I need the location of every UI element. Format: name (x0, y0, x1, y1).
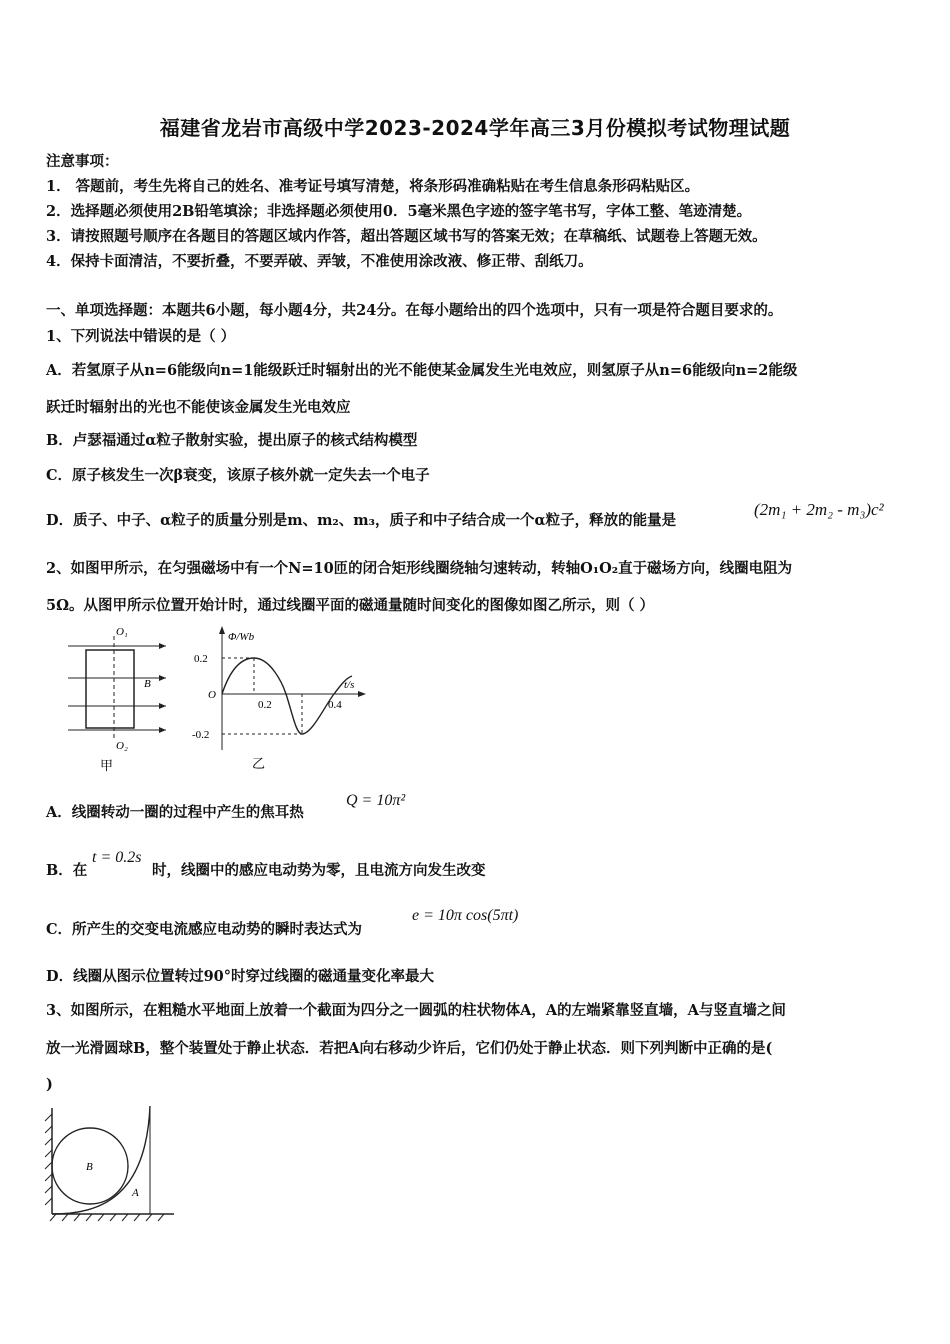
label-o1: O₁ (116, 626, 128, 638)
q3-figure (42, 1104, 176, 1222)
y-tick-bottom: -0.2 (192, 729, 210, 741)
q2-option-c: C．所产生的交变电流感应电动势的瞬时表达式为 (46, 921, 363, 938)
notice-item: 4．保持卡面清洁，不要折叠，不要弄破、弄皱，不准使用涂改液、修正带、刮纸刀。 (46, 253, 593, 270)
label-block-a: A (132, 1187, 139, 1199)
x-axis-label: t/s (344, 679, 355, 691)
q1-option-c: C．原子核发生一次β衰变，该原子核外就一定失去一个电子 (46, 467, 430, 484)
q3-stem-line2: 放一光滑圆球B，整个装置处于静止状态．若把A向右移动少许后，它们仍处于静止状态．则下列判断中正确的是( (46, 1040, 773, 1057)
q3-stem-line3: ) (46, 1076, 53, 1093)
figure-caption-jia: 甲 (100, 759, 114, 774)
q1-option-a: A．若氢原子从n=6能级向n=1能级跃迁时辐射出的光不能使某金属发生光电效应，则氢原子从n=6能级向n=2能级 (46, 362, 798, 379)
figure-caption-yi: 乙 (252, 757, 266, 772)
q2-b-formula: t = 0.2s (92, 849, 142, 866)
q2-c-formula: e = 10π cos(5πt) (412, 907, 519, 924)
q2-option-d: D．线圈从图示位置转过90°时穿过线圈的磁通量变化率最大 (46, 968, 435, 985)
notice-heading: 注意事项： (46, 153, 119, 170)
q2-stem-line2: 5Ω。从图甲所示位置开始计时，通过线圈平面的磁通量随时间变化的图像如图乙所示，则（ ） (46, 597, 655, 614)
origin-label: O (208, 689, 216, 701)
q2-option-b-text: 时，线圈中的感应电动势为零，且电流方向发生改变 (152, 862, 486, 879)
flux-curve (222, 658, 355, 734)
q1-option-b: B．卢瑟福通过α粒子散射实验，提出原子的核式结构模型 (46, 432, 418, 449)
notice-item: 1． 答题前，考生先将自己的姓名、准考证号填写清楚，将条形码准确粘贴在考生信息条形码粘贴区。 (46, 178, 700, 195)
page-title: 福建省龙岩市高级中学2023-2024学年高三3月份模拟考试物理试题 (159, 116, 791, 140)
q1-stem: 1、下列说法中错误的是（ ） (46, 328, 236, 345)
notice-item: 2．选择题必须使用2B铅笔填涂；非选择题必须使用0．5毫米黑色字迹的签字笔书写，字体工整、笔迹清楚。 (46, 203, 752, 220)
q1-d-formula: (2m₁ + 2m₂ - m₃)c² (754, 500, 884, 519)
label-ball-b: B (86, 1161, 93, 1173)
q2-stem-line1: 2、如图甲所示，在匀强磁场中有一个N=10匝的闭合矩形线圈绕轴匀速转动，转轴O₁O₂直于磁场方向，线圈电阻为 (46, 560, 793, 577)
q2-figure-jia (62, 620, 172, 780)
q2-a-formula: Q = 10π² (346, 792, 406, 809)
label-o2: O₂ (116, 740, 128, 752)
x-tick-mid: 0.2 (258, 699, 272, 711)
q2-option-a: A．线圈转动一圈的过程中产生的焦耳热 (46, 804, 304, 821)
notice-item: 3．请按照题号顺序在各题目的答题区域内作答，超出答题区域书写的答案无效；在草稿纸、试题卷上答题无效。 (46, 228, 767, 245)
section-heading: 一、单项选择题：本题共6小题，每小题4分，共24分。在每小题给出的四个选项中，只有一项是符合题目要求的。 (46, 302, 783, 319)
q3-stem-line1: 3、如图所示，在粗糙水平地面上放着一个截面为四分之一圆弧的柱状物体A，A的左端紧靠竖直墙，A与竖直墙之间 (46, 1002, 786, 1019)
label-b: B (144, 678, 151, 690)
q2-figure-yi (192, 624, 372, 774)
y-axis-label: Φ/Wb (228, 631, 255, 643)
x-tick-end: 0.4 (328, 699, 342, 711)
q1-option-d: D．质子、中子、α粒子的质量分别是m、m₂、m₃，质子和中子结合成一个α粒子，释放的能量是 (46, 512, 677, 529)
q2-option-b-prefix: B．在 (46, 862, 88, 879)
y-tick-top: 0.2 (194, 653, 208, 665)
q1-option-a-cont: 跃迁时辐射出的光也不能使该金属发生光电效应 (46, 399, 351, 416)
